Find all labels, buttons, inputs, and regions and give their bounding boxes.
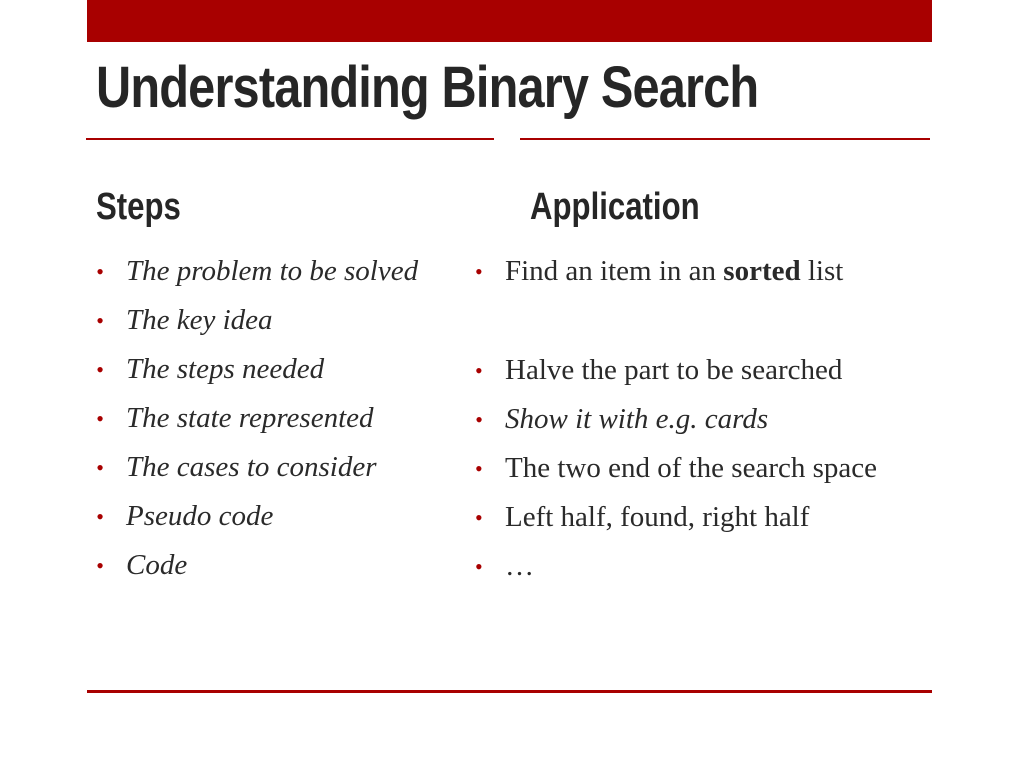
list-item — [96, 398, 436, 439]
bullet-icon: • — [96, 455, 104, 480]
application-item-text: The two end of the search space — [505, 452, 878, 484]
list-item — [96, 545, 436, 586]
bottom-divider — [87, 690, 932, 693]
steps-item-text: The key idea — [126, 304, 273, 336]
bullet-icon: • — [475, 407, 483, 432]
list-item — [475, 251, 995, 292]
title-divider-right — [520, 138, 930, 140]
list-item — [475, 546, 995, 587]
application-item-text: … — [505, 550, 534, 582]
bullet-icon: • — [96, 308, 104, 333]
application-list — [475, 251, 995, 595]
bullet-icon: • — [475, 358, 483, 383]
list-item — [475, 350, 995, 391]
bullet-icon: • — [475, 456, 483, 481]
list-item — [96, 300, 436, 341]
steps-heading: Steps — [96, 186, 181, 228]
list-item — [96, 251, 436, 292]
steps-list — [96, 251, 436, 594]
application-item-text: Show it with e.g. cards — [505, 403, 769, 435]
bullet-icon: • — [475, 259, 483, 284]
list-item — [96, 447, 436, 488]
item-text-before: Find an item in an — [505, 255, 724, 287]
list-item — [475, 497, 995, 538]
list-item — [96, 496, 436, 537]
list-item — [96, 349, 436, 390]
list-item — [475, 448, 995, 489]
steps-item-text: Pseudo code — [126, 500, 274, 532]
item-text-bold: sorted — [723, 255, 801, 287]
application-heading: Application — [530, 186, 700, 228]
steps-item-text: The problem to be solved — [126, 255, 419, 287]
bullet-icon: • — [475, 554, 483, 579]
bullet-icon: • — [96, 406, 104, 431]
slide-title: Understanding Binary Search — [96, 55, 759, 120]
steps-item-text: The state represented — [126, 402, 374, 434]
bullet-icon: • — [475, 505, 483, 530]
bullet-icon: • — [96, 357, 104, 382]
application-item-text: Left half, found, right half — [505, 501, 810, 533]
list-item — [475, 399, 995, 440]
application-item-text — [505, 255, 843, 287]
steps-item-text: Code — [126, 549, 188, 581]
item-text-after: list — [800, 255, 844, 287]
bullet-icon: • — [96, 553, 104, 578]
top-accent-bar — [87, 0, 932, 42]
title-divider-left — [86, 138, 494, 140]
bullet-icon: • — [96, 259, 104, 284]
application-item-text: Halve the part to be searched — [505, 354, 843, 386]
steps-item-text: The cases to consider — [126, 451, 377, 483]
steps-item-text: The steps needed — [126, 353, 325, 385]
bullet-icon: • — [96, 504, 104, 529]
